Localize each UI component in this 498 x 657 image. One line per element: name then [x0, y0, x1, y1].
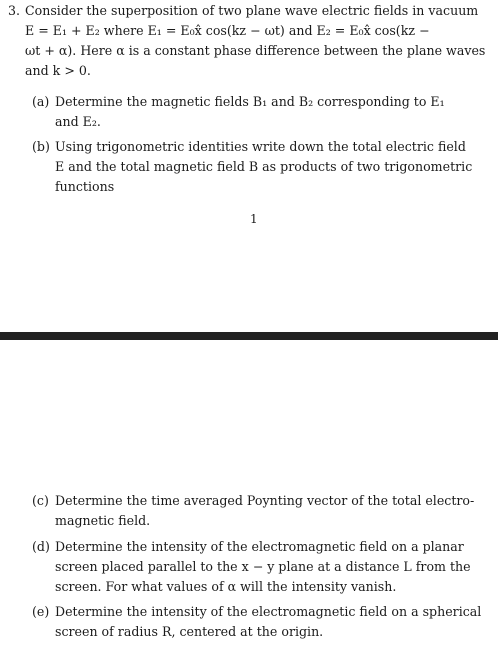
- part-d-label: (d): [32, 539, 50, 554]
- page-divider: [0, 332, 498, 340]
- part-a-line-2: and E₂.: [55, 114, 101, 129]
- part-c-label: (c): [32, 493, 49, 508]
- problem-number: 3.: [8, 3, 21, 18]
- page-number: 1: [250, 212, 258, 226]
- part-e-line-1: Determine the intensity of the electromagnetic field on a spherical: [55, 604, 482, 619]
- part-d-line-1: Determine the intensity of the electromagnetic field on a planar: [55, 539, 464, 554]
- part-c-line-1: Determine the time averaged Poynting vector of the total electro-: [55, 493, 475, 508]
- intro-line-2: E = E₁ + E₂ where E₁ = E₀x̂ cos(kz − ωt) and E₂ = E₀x̂ cos(kz −: [25, 23, 430, 38]
- part-e-label: (e): [32, 604, 50, 619]
- part-a-label: (a): [32, 94, 50, 109]
- intro-line-1: Consider the superposition of two plane wave electric fields in vacuum: [25, 3, 479, 18]
- part-b-line-1: Using trigonometric identities write down the total electric field: [55, 139, 466, 154]
- intro-line-4: and k > 0.: [25, 63, 91, 78]
- intro-line-3: ωt + α). Here α is a constant phase difference between the plane waves: [25, 43, 486, 58]
- part-b-line-2: E and the total magnetic field B as products of two trigonometric: [55, 159, 473, 174]
- part-b-line-3: functions: [55, 179, 115, 194]
- page-2: [0, 340, 498, 657]
- part-e-line-2: screen of radius R, centered at the origin.: [55, 624, 324, 639]
- part-d-line-3: screen. For what values of α will the intensity vanish.: [55, 579, 397, 594]
- part-b-label: (b): [32, 139, 50, 154]
- part-c-line-2: magnetic field.: [55, 513, 151, 528]
- part-d-line-2: screen placed parallel to the x − y plane at a distance L from the: [55, 559, 471, 574]
- part-a-line-1: Determine the magnetic fields B₁ and B₂ corresponding to E₁: [55, 94, 445, 109]
